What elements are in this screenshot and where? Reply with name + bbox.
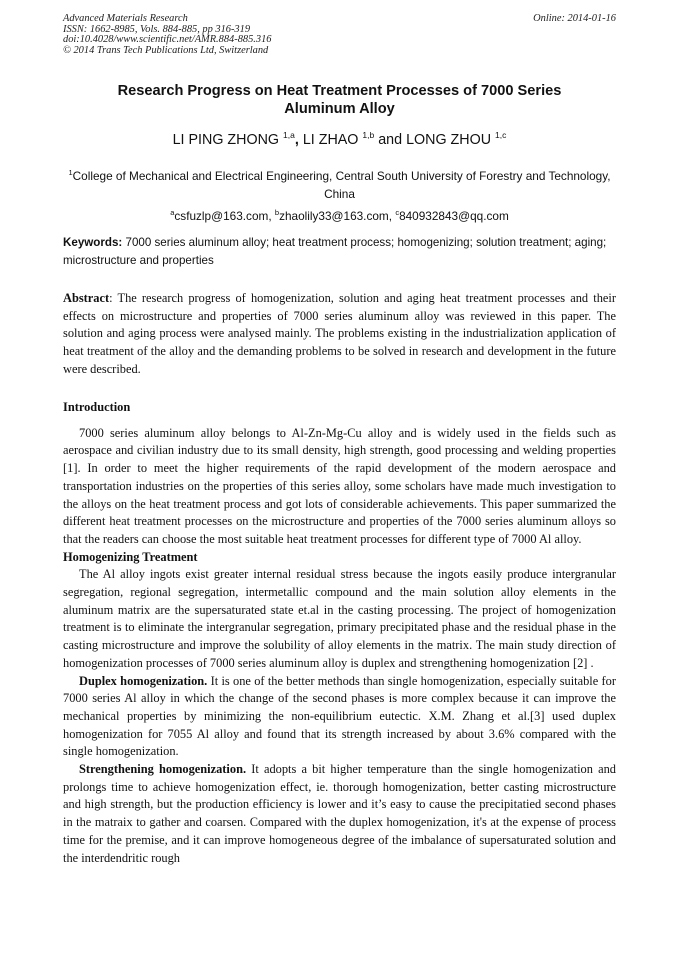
paragraph-introduction: 7000 series aluminum alloy belongs to Al-Zn-Mg-Cu alloy and is widely used in the fields such as aerospace and civilian industry due to its small density, high strength, good processing and welding properties [1]. In order to meet the higher requirements of the rapid development of the modern aerospace and transportation industries on the properties of this series alloy, some scholars have made much investigation to the alloys on the heat treatment process and got lots of considerable achievements. This paper summarized the different heat treatment processes on the microstructure and properties of the 7000 series aluminum alloys so that the readers can choose the most suitable heat treatment processes for different type of 7000 Al alloy. bbox=[63, 425, 616, 546]
online-date: Online: 2014-01-16 bbox=[533, 13, 616, 24]
email-superscript: c bbox=[395, 208, 400, 217]
paragraph-strengthening bbox=[63, 761, 616, 867]
issn: ISSN: 1662-8985, Vols. 884-885, pp 316-319 bbox=[63, 23, 251, 35]
author-name: LI PING ZHONG bbox=[172, 132, 280, 148]
body-text bbox=[63, 399, 616, 867]
author-name: LI ZHAO bbox=[302, 132, 359, 148]
affiliation-text: College of Mechanical and Electrical Engineering, Central South University of Forestry and Technology, China bbox=[72, 169, 611, 201]
author-superscript: 1,c bbox=[495, 130, 507, 140]
duplex-label: Duplex homogenization. bbox=[79, 673, 208, 688]
abstract bbox=[63, 290, 616, 379]
journal-header bbox=[63, 14, 616, 56]
strengthening-text: It adopts a bit higher temperature than the single homogenization and prolongs time to achieve homogenization effect, ie. thorough homogenization, better casting microstructure and high strength, but the production efficiency is lower and it’s easy to cause the precipitatied second phases in the matraix to gather and coarsen. Compared with the duplex homogenization, it's at the expense of process time for the premise, and it can improve homogeneous degree of the imbalance of supersaturated solution and the interdendritic rough bbox=[63, 762, 616, 865]
paragraph-duplex bbox=[63, 673, 616, 762]
author-separator: , bbox=[294, 132, 303, 148]
author-superscript: 1,a bbox=[283, 130, 295, 140]
duplex-text: It is one of the better methods than single homogenization, especially suitable for 7000 series Al alloy in which the change of the second phases is more complex because it can improve the mechanical properties by minimizing the non-equilibrium eutectic. X.M. Zhang et al.[3] used duplex homogenization for 7055 Al alloy and found that its strength increased by about 3.6% compared with the single homogenization. bbox=[63, 673, 617, 759]
title-line-2: Aluminum Alloy bbox=[284, 101, 395, 117]
abstract-text: The research progress of homogenization, solution and aging heat treatment processes and their effects on microstructure and properties of 7000 series aluminum alloy was reviewed in this paper. The solution and aging process were analysed mainly. The problems existing in the industrialization application of heat treatment of the alloy and the demanding problems to be solved in research and development in the future were described. bbox=[63, 291, 616, 376]
abstract-label: Abstract bbox=[63, 291, 110, 305]
keywords bbox=[63, 234, 616, 269]
email-link[interactable]: csfuzlp@163.com bbox=[174, 209, 269, 223]
email-separator: , bbox=[388, 209, 396, 223]
author-separator: and bbox=[374, 132, 407, 148]
copyright: © 2014 Trans Tech Publications Ltd, Switzerland bbox=[63, 44, 269, 56]
email-separator: , bbox=[268, 209, 275, 223]
paragraph-homogenizing: The Al alloy ingots exist greater internal residual stress because the ingots easily produce intergranular segregation, regional segregation, intermetallic compound and the main solution alloy elements in the aluminum matrix are the supersaturated state et.al in the casting processing. The project of homogenization treatment is to eliminate the intergranular segregation, primary precipitated phase and the residual phase in the casting microstructure and improve the solubility of alloy elements in the matrix. The main study direction of homogenization processes of 7000 series aluminum alloy is duplex and strengthening homogenization [2] . bbox=[63, 567, 616, 670]
keywords-label: Keywords: bbox=[63, 236, 123, 249]
paper-title bbox=[63, 82, 616, 118]
section-heading-homogenizing: Homogenizing Treatment bbox=[63, 549, 198, 564]
author-name: LONG ZHOU bbox=[406, 132, 492, 148]
email-link[interactable]: zhaolily33@163.com bbox=[279, 209, 389, 223]
keywords-text: 7000 series aluminum alloy; heat treatment process; homogenizing; solution treatment; aging; microstructure and properties bbox=[63, 236, 607, 267]
section-heading-introduction: Introduction bbox=[63, 400, 131, 414]
email-superscript: b bbox=[274, 208, 280, 217]
abstract-colon: : bbox=[109, 291, 113, 305]
email-superscript: a bbox=[170, 208, 175, 217]
strengthening-label: Strengthening homogenization. bbox=[79, 762, 247, 777]
journal-name: Advanced Materials Research bbox=[63, 13, 188, 24]
author-list bbox=[63, 131, 616, 149]
email-link[interactable]: 840932843@qq.com bbox=[399, 209, 509, 223]
email-list bbox=[63, 208, 616, 224]
author-superscript: 1,b bbox=[362, 130, 375, 140]
doi[interactable]: doi:10.4028/www.scientific.net/AMR.884-885.316 bbox=[63, 34, 272, 46]
affiliation-superscript: 1 bbox=[68, 168, 73, 177]
affiliation bbox=[63, 167, 616, 203]
title-line-1: Research Progress on Heat Treatment Processes of 7000 Series bbox=[117, 83, 562, 99]
